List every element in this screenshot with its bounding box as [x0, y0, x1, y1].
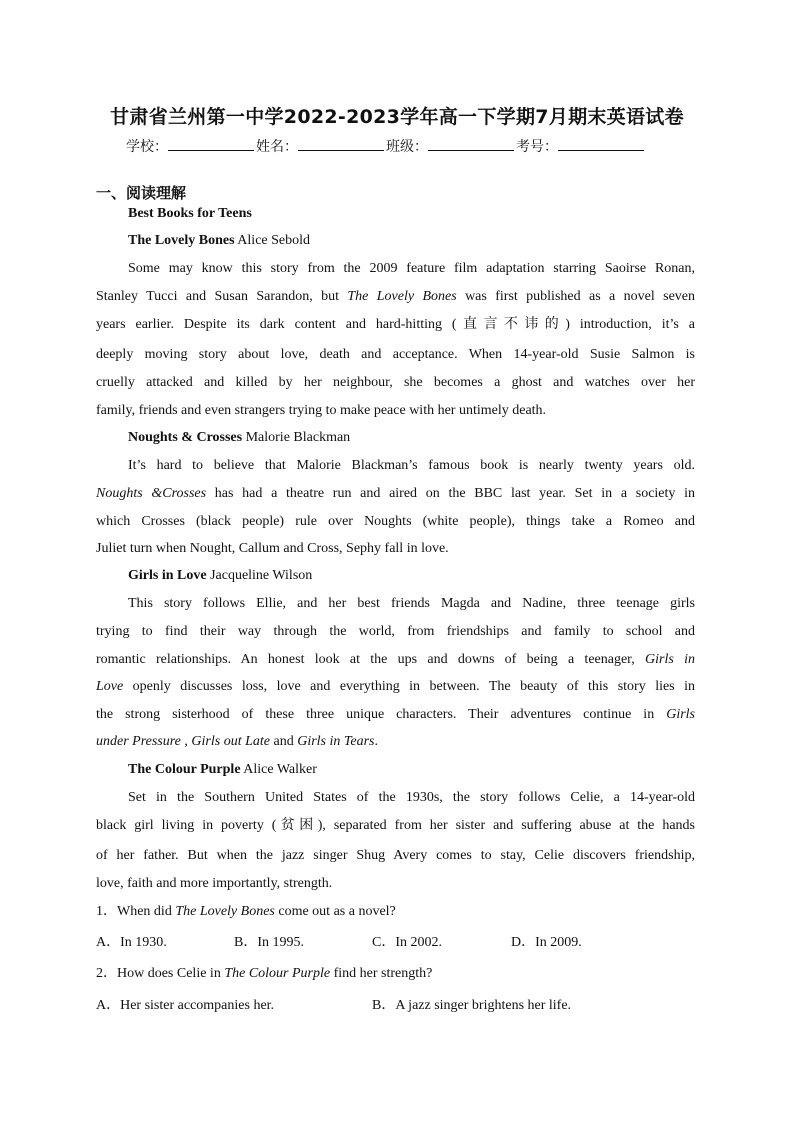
page-title: 甘肃省兰州第一中学2022-2023学年高一下学期7月期末英语试卷	[110, 106, 684, 128]
paragraph-line: cruelly attacked and killed by her neighbour, she becomes a ghost and watches over her	[96, 375, 695, 390]
option-a[interactable]: A．In 1930.	[96, 935, 167, 950]
exam-number-label: 考号：	[516, 139, 558, 155]
paragraph-line: Set in the Southern United States of the 1930s, the story follows Celie, a 14-year-old	[128, 790, 695, 805]
paragraph-line: Stanley Tucci and Susan Sarandon, but The Lovely Bones was first published as a novel seven	[96, 289, 696, 304]
class-blank[interactable]	[428, 138, 514, 151]
paragraph-line: which Crosses (black people) rule over Noughts (white people), things take a Romeo and	[96, 514, 695, 529]
question-stem: 2．How does Celie in The Colour Purple find her strength?	[96, 966, 433, 981]
paragraph-line: deeply moving story about love, death and acceptance. When 14-year-old Susie Salmon is	[96, 347, 695, 362]
name-label: 姓名：	[256, 139, 298, 155]
paragraph-line: under Pressure , Girls out Late and Girls in Tears.	[96, 734, 378, 749]
option-b[interactable]: B．A jazz singer brightens her life.	[372, 998, 572, 1013]
book-author: Jacqueline Wilson	[206, 568, 313, 583]
paragraph-line: of her father. But when the jazz singer Shug Avery comes to stay, Celie discovers friendship,	[96, 848, 695, 863]
student-info-line	[126, 136, 646, 156]
paragraph-line: trying to find their way through the world, from friendships and family to school and	[96, 624, 695, 639]
option-a[interactable]: A．Her sister accompanies her.	[96, 998, 275, 1013]
passage-heading: Best Books for Teens	[128, 206, 252, 221]
paragraph-line: This story follows Ellie, and her best friends Magda and Nadine, three teenage girls	[128, 596, 695, 611]
option-c[interactable]: C．In 2002.	[372, 935, 442, 950]
paragraph-line: romantic relationships. An honest look at the ups and downs of being a teenager, Girls in	[96, 652, 695, 667]
name-blank[interactable]	[298, 138, 384, 151]
paragraph-line: family, friends and even strangers trying to make peace with her untimely death.	[96, 403, 547, 418]
paragraph-line: Some may know this story from the 2009 feature film adaptation starring Saoirse Ronan,	[128, 261, 695, 276]
option-d[interactable]: D．In 2009.	[511, 935, 582, 950]
paragraph-line: It’s hard to believe that Malorie Blackman’s famous book is nearly twenty years old.	[128, 458, 695, 473]
book-author: Alice Sebold	[234, 233, 311, 248]
book-title-line	[128, 567, 312, 585]
book-author: Malorie Blackman	[242, 430, 351, 445]
school-label: 学校：	[126, 139, 168, 155]
paragraph-line: Noughts &Crosses has had a theatre run and aired on the BBC last year. Set in a society in	[96, 486, 695, 501]
class-label: 班级：	[386, 139, 428, 155]
school-blank[interactable]	[168, 138, 254, 151]
book-title-line	[128, 232, 310, 250]
book-title-line	[128, 761, 317, 779]
book-title: Noughts & Crosses	[128, 430, 243, 445]
paragraph-line: the strong sisterhood of these three unique characters. Their adventures continue in Girls	[96, 707, 695, 722]
paragraph-line: years earlier. Despite its dark content and hard-hitting (直言不讳的) introduction, it’s a	[96, 317, 695, 332]
paragraph-line: black girl living in poverty (贫困), separated from her sister and suffering abuse at the hands	[96, 818, 695, 833]
book-title-line	[128, 429, 350, 447]
paragraph-line: Love openly discusses loss, love and everything in between. The beauty of this story lies in	[96, 679, 695, 694]
book-title: Girls in Love	[128, 568, 207, 583]
book-author: Alice Walker	[240, 762, 317, 777]
exam-number-blank[interactable]	[558, 138, 644, 151]
paragraph-line: Juliet turn when Nought, Callum and Cross, Sephy fall in love.	[96, 541, 449, 556]
question-stem: 1．When did The Lovely Bones come out as a novel?	[96, 904, 396, 919]
option-b[interactable]: B．In 1995.	[234, 935, 304, 950]
book-title: The Lovely Bones	[128, 233, 235, 248]
book-title: The Colour Purple	[128, 762, 241, 777]
paragraph-line: love, faith and more importantly, strength.	[96, 876, 333, 891]
section-heading: 一、阅读理解	[96, 184, 187, 202]
